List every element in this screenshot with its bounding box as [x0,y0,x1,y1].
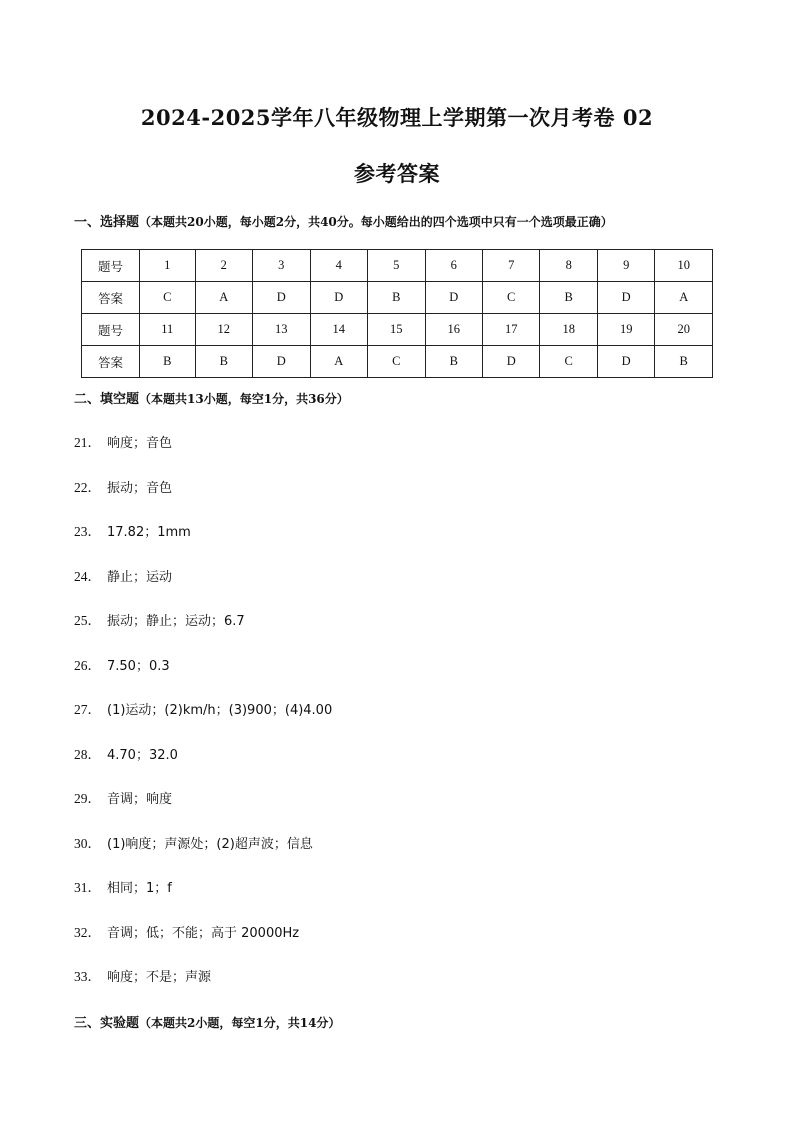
question-number: 23． [74,524,101,539]
fill-answer-item [74,654,170,674]
question-number: 22． [74,479,101,495]
answer-text: 响度；音色 [107,436,173,451]
section-title: 三、实验题 [74,1016,140,1031]
choice-answer-table [81,249,713,378]
answer-cell: D [597,282,654,314]
fill-answer-item [74,431,172,451]
answer-text: 振动；静止；运动；6.7 [107,614,245,629]
fill-answer-item [74,743,178,763]
answer-cell: D [253,282,310,314]
question-number: 25． [74,613,101,628]
answer-text: 响度；不是；声源 [107,970,212,985]
fill-answer-item [74,698,332,718]
table-row-numbers [82,250,713,282]
row-header: 题号 [82,314,140,346]
answer-text: 音调；低；不能；高于 20000Hz [107,925,300,941]
question-number-cell: 3 [253,250,310,282]
question-number: 32． [74,924,101,940]
row-header: 题号 [82,250,140,282]
fill-answer-item [74,832,313,852]
page-subtitle: 参考答案 [354,161,440,186]
answer-text: 振动；音色 [107,480,173,496]
answer-cell: B [655,346,713,378]
fill-answer-item [74,921,299,941]
answer-cell: A [195,282,252,314]
answer-cell: D [482,346,539,378]
answer-cell: A [655,282,713,314]
page-title: 2024-2025学年八年级物理上学期第一次月考卷 02 [140,105,654,130]
section-title: 一、选择题 [74,215,140,230]
fill-answer-item [74,520,191,540]
question-number: 31． [74,880,101,895]
table-row-answers [82,282,713,314]
answer-cell: B [140,346,196,378]
answer-cell: B [195,346,252,378]
section-note: （本题共2小题，每空1分，共14分） [139,1016,341,1030]
answer-text: (1)响度；声源处；(2)超声波；信息 [107,836,313,852]
question-number-cell: 12 [195,314,252,346]
question-number: 24． [74,568,101,584]
answer-cell: C [540,346,597,378]
answer-text: 7.50；0.3 [107,658,170,674]
question-number-cell: 18 [540,314,597,346]
question-number-cell: 20 [655,314,713,346]
section-heading-experiment [74,1012,340,1031]
question-number-cell: 10 [655,250,713,282]
answer-text: 静止；运动 [107,569,173,585]
question-number: 27． [74,702,101,717]
question-number-cell: 2 [195,250,252,282]
section-note: （本题共20小题，每小题2分，共40分。每小题给出的四个选项中只有一个选项最正确） [139,215,613,229]
question-number-cell: 19 [597,314,654,346]
question-number-cell: 9 [597,250,654,282]
answer-text: 17.82；1mm [107,525,191,540]
question-number: 33． [74,969,101,984]
answer-cell: A [310,346,367,378]
question-number: 29． [74,791,101,806]
fill-answer-item [74,965,211,985]
answer-cell: B [540,282,597,314]
question-number-cell: 17 [482,314,539,346]
section-note: （本题共13小题，每空1分，共36分） [139,392,349,406]
answer-cell: C [140,282,196,314]
fill-answer-item [74,876,172,896]
answer-cell: B [425,346,482,378]
section-heading-choice [74,211,613,230]
question-number-cell: 1 [140,250,196,282]
question-number-cell: 7 [482,250,539,282]
question-number: 30． [74,835,101,851]
row-header: 答案 [82,282,140,314]
answer-cell: C [482,282,539,314]
question-number-cell: 6 [425,250,482,282]
question-number-cell: 14 [310,314,367,346]
answer-cell: D [597,346,654,378]
answer-text: 4.70；32.0 [107,747,178,763]
answer-text: 音调；响度 [107,792,173,807]
fill-answer-item [74,609,245,629]
row-header: 答案 [82,346,140,378]
question-number-cell: 13 [253,314,310,346]
question-number-cell: 15 [368,314,425,346]
question-number-cell: 11 [140,314,196,346]
answer-cell: D [310,282,367,314]
answer-text: 相同；1；f [107,881,172,896]
question-number-cell: 16 [425,314,482,346]
answer-cell: B [368,282,425,314]
fill-answer-item [74,476,172,496]
answer-cell: D [425,282,482,314]
question-number-cell: 5 [368,250,425,282]
fill-answer-item [74,565,172,585]
answer-cell: C [368,346,425,378]
answer-cell: D [253,346,310,378]
table-row-numbers [82,314,713,346]
question-number: 21． [74,435,101,450]
section-heading-fill [74,388,349,407]
question-number-cell: 8 [540,250,597,282]
table-row-answers [82,346,713,378]
fill-answer-item [74,787,172,807]
question-number: 26． [74,657,101,673]
question-number-cell: 4 [310,250,367,282]
question-number: 28． [74,746,101,762]
answer-text: (1)运动；(2)km/h；(3)900；(4)4.00 [107,703,333,718]
section-title: 二、填空题 [74,392,140,407]
